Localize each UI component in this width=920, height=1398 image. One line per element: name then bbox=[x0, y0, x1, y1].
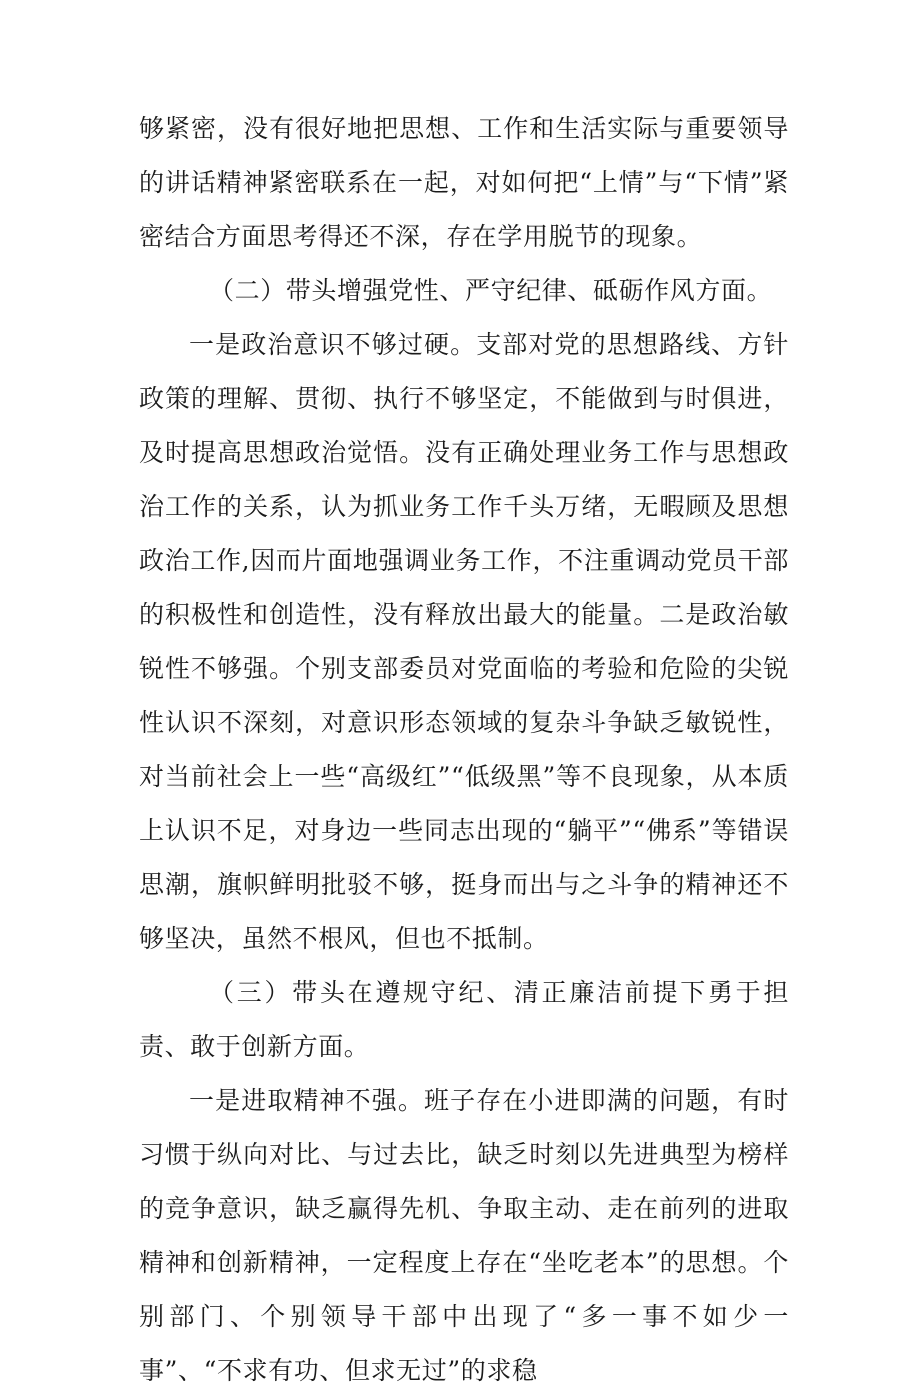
section-heading-three: （三）带头在遵规守纪、清正廉洁前提下勇于担责、敢于创新方面。 bbox=[139, 978, 789, 1061]
paragraph-enterprising-spirit: 一是进取精神不强。班子存在小进即满的问题，有时习惯于纵向对比、与过去比，缺乏时刻以先进典型为榜样的竞争意识，缺乏赢得先机、争取主动、走在前列的进取精神和创新精神，一定程度上存在“坐吃老本”的思想。个别部门、个别领导干部中出现了“多一事不如少一事”、“不求有功、但求无过”的求稳 bbox=[139, 1086, 789, 1385]
document-body bbox=[139, 102, 789, 1398]
paragraph-political-awareness: 一是政治意识不够过硬。支部对党的思想路线、方针政策的理解、贯彻、执行不够坚定，不能做到与时俱进，及时提高思想政治觉悟。没有正确处理业务工作与思想政治工作的关系，认为抓业务工作千头万绪，无暇顾及思想政治工作,因而片面地强调业务工作，不注重调动党员干部的积极性和创造性，没有释放出最大的能量。二是政治敏锐性不够强。个别支部委员对党面临的考验和危险的尖锐性认识不深刻，对意识形态领域的复杂斗争缺乏敏锐性，对当前社会上一些“高级红”“低级黑”等不良现象，从本质上认识不足，对身边一些同志出现的“躺平”“佛系”等错误思潮，旗帜鲜明批驳不够，挺身而出与之斗争的精神还不够坚决，虽然不根风，但也不抵制。 bbox=[139, 330, 789, 953]
paragraph-continuation: 够紧密，没有很好地把思想、工作和生活实际与重要领导的讲话精神紧密联系在一起，对如何把“上情”与“下情”紧密结合方面思考得还不深，存在学用脱节的现象。 bbox=[139, 114, 789, 251]
section-heading-two: （二）带头增强党性、严守纪律、砥砺作风方面。 bbox=[209, 276, 773, 305]
